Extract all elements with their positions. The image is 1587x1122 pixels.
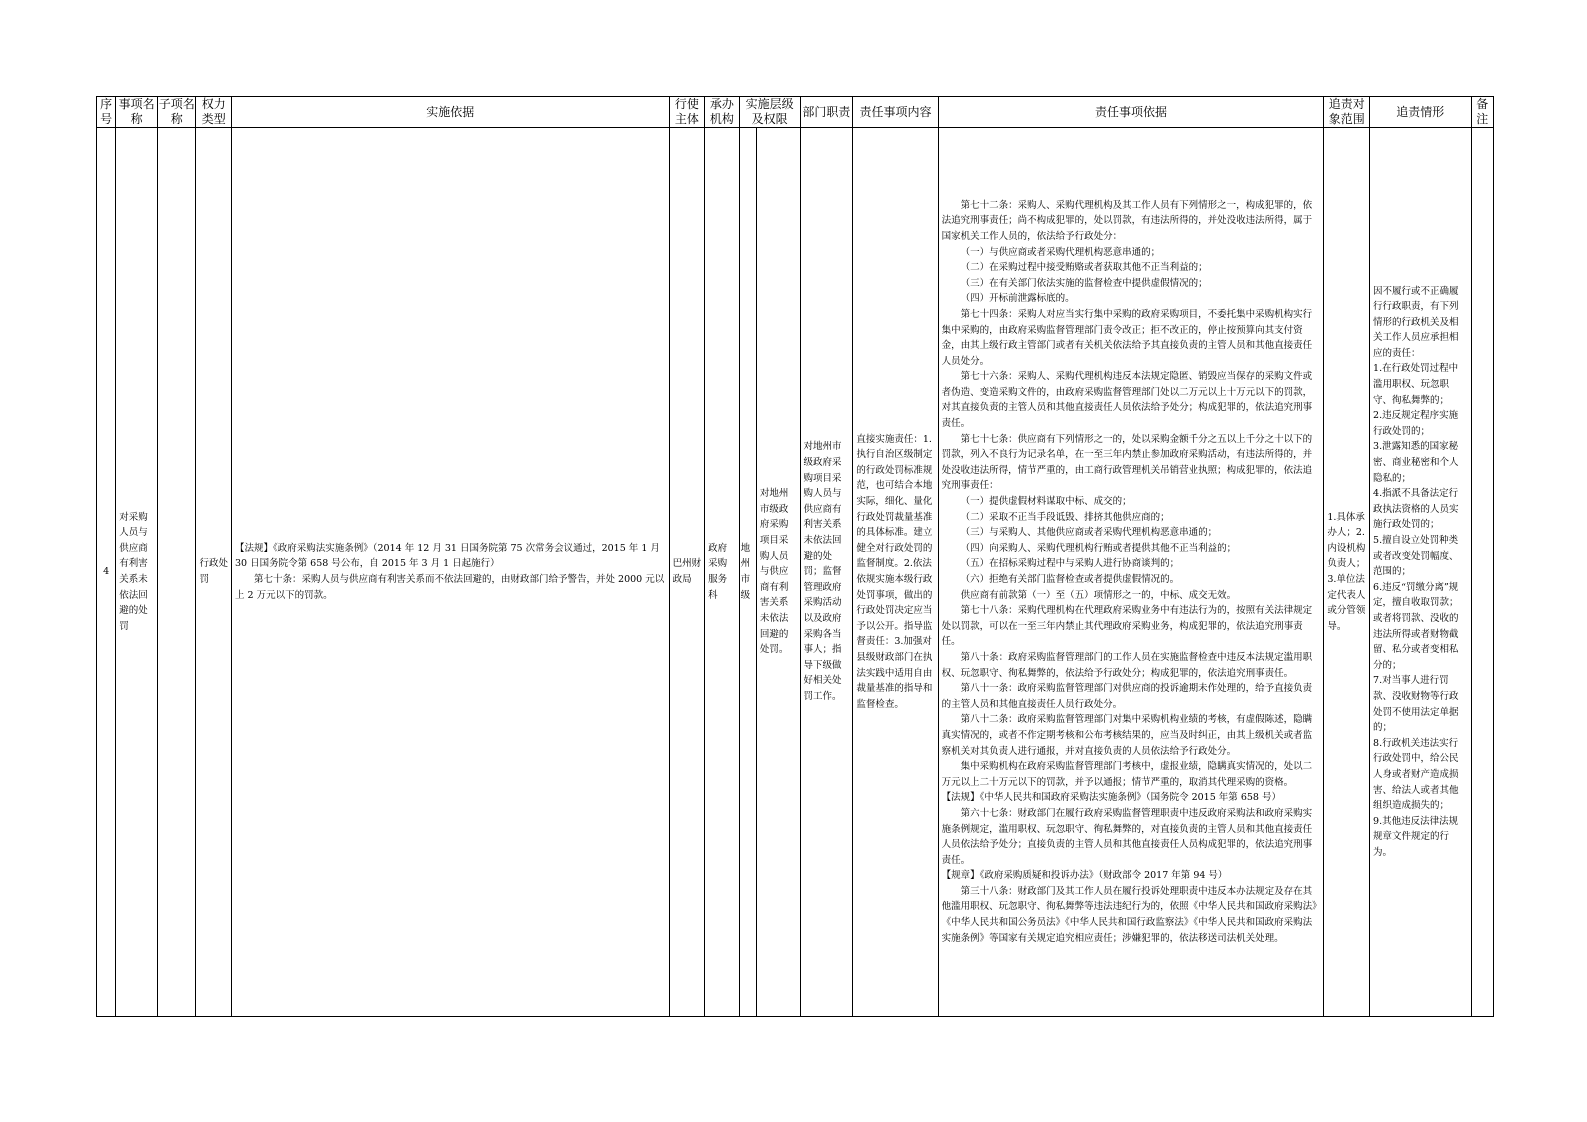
cell-accountability-scope xyxy=(1324,128,1370,1017)
accountability-case-item: 4.指派不具备法定行政执法资格的人员实施行政处罚的； xyxy=(1373,488,1459,531)
cell-sub-name xyxy=(157,128,196,1017)
header-accountability-cases: 追责情形 xyxy=(1370,97,1472,128)
agency-value: 政府采购服务科 xyxy=(708,542,728,601)
resp-basis-paragraph: （一）与供应商或者采购代理机构恶意串通的； xyxy=(960,246,1161,258)
resp-content-value: 直接实施责任：1.执行自治区级制定的行政处罚标准规范，也可结合本地实际，细化、量化行政处罚裁量基准的具体标准。建立健全对行政处罚的监督制度。2.依法依规实施本级行政处罚事项，做出的行政处罚决定应当予以公开。指导监督责任：3.加强对县级财政部门在执法实践中适用自由裁量基准的指导和监督检查。 xyxy=(856,433,933,710)
item-name-value: 对采购人员与供应商有利害关系未依法回避的处罚 xyxy=(119,511,148,632)
cell-agency xyxy=(705,128,740,1017)
resp-basis-paragraph: （四）向采购人、采购代理机构行贿或者提供其他不正当利益的； xyxy=(960,542,1237,554)
resp-basis-paragraph: 第七十七条：供应商有下列情形之一的，处以采购金额千分之五以上千分之十以下的罚款，列入不良行为记录名单，在一至三年内禁止参加政府采购活动，有违法所得的，并处没收违法所得，情节严重的，由工商行政管理机关吊销营业执照；构成犯罪的，依法追究刑事责任： xyxy=(941,433,1313,492)
cell-resp-content xyxy=(853,128,938,1017)
basis-article: 第七十条：采购人员与供应商有利害关系而不依法回避的，由财政部门给予警告，并处 2000 元以上 2 万元以下的罚款。 xyxy=(235,574,665,601)
power-type-value: 行政处罚 xyxy=(199,558,228,585)
resp-basis-paragraph: （四）开标前泄露标底的。 xyxy=(960,293,1075,305)
cell-power-type xyxy=(196,128,232,1017)
accountability-case-item: 2.违反规定程序实施行政处罚的； xyxy=(1373,410,1459,437)
header-duty: 部门职责 xyxy=(800,97,853,128)
header-remarks: 备注 xyxy=(1471,97,1493,128)
resp-basis-paragraph: 第七十四条：采购人对应当实行集中采购的政府采购项目，不委托集中采购机构实行集中采购的，由政府采购监督管理部门责令改正；拒不改正的，停止按预算向其支付资金，由其上级行政主管部门或者有关机关依法给予其直接负责的主管人员和其他直接责任人员处分。 xyxy=(941,308,1313,367)
duty-value: 对地州市级政府采购项目采购人员与供应商有利害关系未依法回避的处罚；监督管理政府采购活动以及政府采购各当事人；指导下级做好相关处罚工作。 xyxy=(803,441,842,702)
level-a-value: 地州市级 xyxy=(740,542,751,601)
seq-value: 4 xyxy=(103,566,110,578)
header-item-name: 事项名称 xyxy=(116,97,158,128)
table-row xyxy=(97,128,1494,1017)
resp-basis-paragraph: 第七十六条：采购人、采购代理机构违反本法规定隐匿、销毁应当保存的采购文件或者伪造、变造采购文件的，由政府采购监督管理部门处以二万元以上十万元以下的罚款，对其直接负责的主管人员和其他直接责任人员依法给予处分；构成犯罪的，依法追究刑事责任。 xyxy=(941,371,1313,430)
resp-basis-paragraph: 第六十七条：财政部门在履行政府采购监督管理职责中违反政府采购法和政府采购实施条例规定，滥用职权、玩忽职守、徇私舞弊的，对直接负责的主管人员和其他直接责任人员依法给予处分；直接负责的主管人员和其他直接责任人员构成犯罪的，依法追究刑事责任。 xyxy=(941,807,1313,866)
resp-basis-paragraph: （六）拒绝有关部门监督检查或者提供虚假情况的。 xyxy=(960,574,1180,585)
resp-basis-paragraph: （一）提供虚假材料谋取中标、成交的； xyxy=(960,496,1132,508)
cell-basis xyxy=(232,128,670,1017)
accountability-case-item: 3.泄露知悉的国家秘密、商业秘密和个人隐私的； xyxy=(1373,441,1459,484)
header-resp-content: 责任事项内容 xyxy=(853,97,938,128)
cell-remarks xyxy=(1471,128,1493,1017)
sub-name-value xyxy=(158,570,196,574)
resp-basis-paragraph: 第七十二条：采购人、采购代理机构及其工作人员有下列情形之一，构成犯罪的，依法追究刑事责任；尚不构成犯罪的，处以罚款，有违法所得的，并处没收违法所得，属于国家机关工作人员的，依法给予行政处分： xyxy=(941,199,1313,242)
cell-accountability-cases xyxy=(1370,128,1472,1017)
resp-basis-paragraph: （二）采取不正当手段诋毁、排挤其他供应商的； xyxy=(960,511,1170,523)
header-power-type: 权力类型 xyxy=(196,97,232,128)
resp-basis-paragraph: 第八十二条：政府采购监督管理部门对集中采购机构业绩的考核，有虚假陈述，隐瞒真实情况的，或者不作定期考核和公布考核结果的，应当及时纠正，由其上级机关或者监察机关对其负责人进行通报，并对直接负责的人员依法给予行政处分。 xyxy=(941,714,1313,757)
header-agency: 承办机构 xyxy=(705,97,740,128)
resp-basis-paragraph: （三）在有关部门依法实施的监督检查中提供虚假情况的； xyxy=(960,277,1208,289)
cell-item-name xyxy=(116,128,158,1017)
header-sub-name: 子项名称 xyxy=(158,97,195,126)
resp-basis-paragraph: 第三十八条：财政部门及其工作人员在履行投诉处理职责中违反本办法规定及存在其他滥用职权、玩忽职守、徇私舞弊等违法违纪行为的，依照《中华人民共和国政府采购法》《中华人民共和国公务员法》《中华人民共和国行政监察法》《中华人民共和国政府采购法实施条例》等国家有关规定追究相应责任；涉嫌犯罪的，依法移送司法机关处理。 xyxy=(941,885,1317,944)
resp-basis-paragraph: 第八十条：政府采购监督管理部门的工作人员在实施监督检查中违反本法规定滥用职权、玩忽职守、徇私舞弊的，依法给予行政处分；构成犯罪的，依法追究刑事责任。 xyxy=(941,651,1313,679)
cell-subject xyxy=(669,128,705,1017)
header-subject: 行使主体 xyxy=(669,97,705,128)
accountability-case-item: 1.在行政处罚过程中滥用职权、玩忽职守、徇私舞弊的； xyxy=(1373,363,1459,406)
resp-basis-paragraph: （五）在招标采购过程中与采购人进行协商谈判的； xyxy=(960,558,1180,570)
header-level: 实施层级及权限 xyxy=(739,97,800,128)
header-row xyxy=(97,97,1494,128)
level-b-value: 对地州市级政府采购项目采购人员与供应商有利害关系未依法回避的处罚。 xyxy=(759,488,789,656)
resp-basis-paragraph: 集中采购机构在政府采购监督管理部门考核中，虚报业绩，隐瞒真实情况的，处以二万元以上二十万元以下的罚款，并予以通报；情节严重的，取消其代理采购的资格。 xyxy=(941,761,1313,788)
header-seq: 序号 xyxy=(97,97,116,128)
header-resp-basis: 责任事项依据 xyxy=(938,97,1324,128)
accountability-case-item: 5.擅自设立处罚种类或者改变处罚幅度、范围的； xyxy=(1373,535,1459,578)
header-accountability-scope: 追责对象范围 xyxy=(1324,97,1370,128)
resp-basis-text xyxy=(939,196,1324,949)
power-list-table xyxy=(96,96,1494,1017)
accountability-case-item: 7.对当事人进行罚款、没收财物等行政处罚不使用法定单据的； xyxy=(1373,675,1459,734)
accountability-scope-value: 1.具体承办人；2.内设机构负责人；3.单位法定代表人或分管领导。 xyxy=(1327,511,1366,632)
cell-resp-basis xyxy=(938,128,1324,1017)
resp-basis-paragraph: 【规章】《政府采购质疑和投诉办法》（财政部令 2017 年第 94 号） xyxy=(941,870,1228,882)
cell-level-a xyxy=(739,128,756,1017)
accountability-case-item: 8.行政机关违法实行行政处罚中，给公民人身或者财产造成损害、给法人或者其他组织造成损失的； xyxy=(1373,737,1459,812)
resp-basis-paragraph: 第八十一条：政府采购监督管理部门对供应商的投诉逾期未作处理的，给予直接负责的主管人员和其他直接责任人员行政处分。 xyxy=(941,683,1313,710)
header-basis: 实施依据 xyxy=(232,97,670,128)
basis-source: 【法规】《政府采购法实施条例》（2014 年 12 月 31 日国务院第 75 次常务会议通过，2015 年 1 月 30 日国务院令第 658 号公布，自 2015 年 3 月 1 日起施行） xyxy=(235,542,660,570)
subject-value: 巴州财政局 xyxy=(672,558,702,585)
remarks-value xyxy=(1472,570,1493,574)
resp-basis-paragraph: 【法规】《中华人民共和国政府采购法实施条例》（国务院令 2015 年第 658 号） xyxy=(941,792,1281,804)
resp-basis-paragraph: 第七十八条：采购代理机构在代理政府采购业务中有违法行为的，按照有关法律规定处以罚款，可以在一至三年内禁止其代理政府采购业务，构成犯罪的，依法追究刑事责任。 xyxy=(941,605,1313,648)
accountability-case-item: 6.违反“罚缴分离”规定，擅自收取罚款；或者将罚款、没收的违法所得或者财物截留、私分或者变相私分的； xyxy=(1373,581,1459,671)
cell-level-b xyxy=(756,128,800,1017)
resp-basis-paragraph: 供应商有前款第（一）至（五）项情形之一的，中标、成交无效。 xyxy=(960,589,1237,601)
cell-seq xyxy=(97,128,116,1017)
resp-basis-paragraph: （二）在采购过程中接受贿赂或者获取其他不正当利益的； xyxy=(960,262,1208,274)
accountability-case-item: 9.其他违反法律法规规章文件规定的行为。 xyxy=(1373,815,1459,858)
accountability-cases-text xyxy=(1370,282,1471,863)
accountability-case-item: 因不履行或不正确履行行政职责，有下列情形的行政机关及相关工作人员应承担相应的责任： xyxy=(1373,285,1459,359)
resp-basis-paragraph: （三）与采购人、其他供应商或者采购代理机构恶意串通的； xyxy=(960,527,1218,539)
cell-duty xyxy=(800,128,853,1017)
